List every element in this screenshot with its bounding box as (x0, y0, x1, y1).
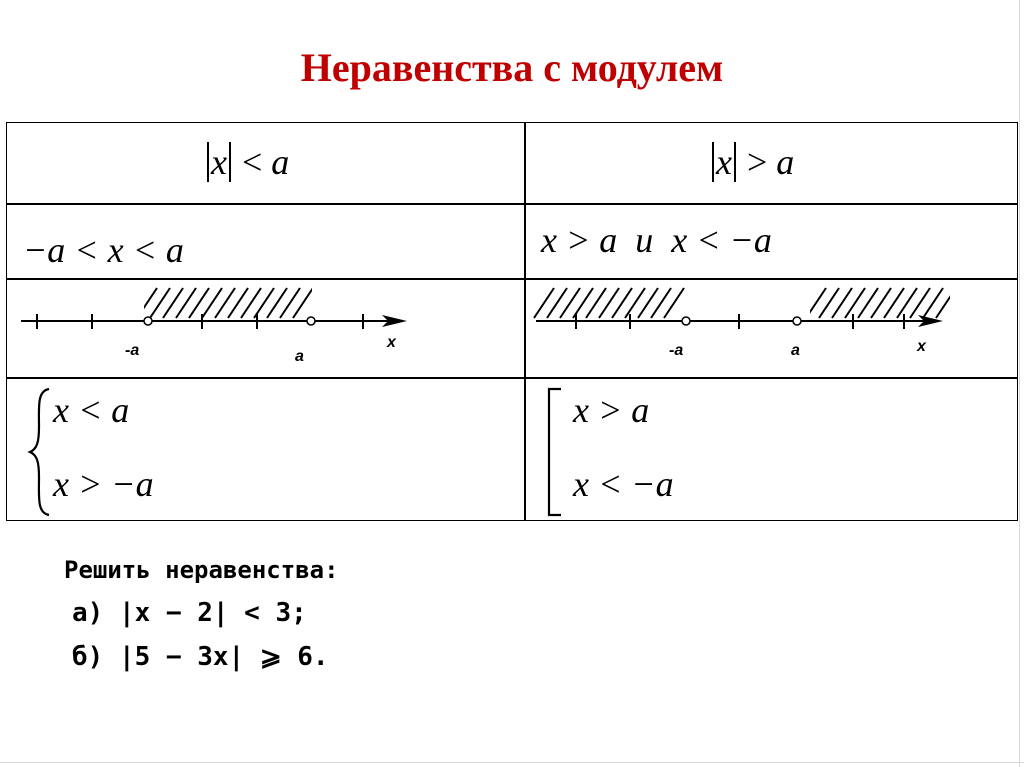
bracket-icon (545, 387, 565, 519)
task-item-a: а) |x − 2| < 3; (72, 598, 307, 628)
left-solution: −a < x < a (23, 230, 184, 270)
label-x: x (387, 334, 396, 351)
right-number-line (526, 281, 1016, 375)
task-item-b: б) |5 − 3x| ⩾ 6. (72, 642, 329, 672)
slide-frame-bottom (0, 762, 1024, 763)
right-header-cell (710, 141, 794, 183)
left-number-line (7, 281, 522, 375)
hatching-right (806, 288, 956, 318)
hatching-left (534, 288, 684, 318)
left-header-cell (205, 141, 289, 183)
abs-bar-right (734, 142, 736, 182)
abs-bar-right (229, 142, 231, 182)
label-a: a (791, 342, 800, 359)
left-header-rhs: a (271, 142, 290, 182)
tasks-block (64, 556, 339, 672)
left-system-line-1: x < a (53, 390, 130, 430)
left-header-var: x (211, 142, 227, 182)
abs-bar-left (712, 142, 714, 182)
right-system-line-2: x < −a (573, 464, 674, 504)
label-neg-a: -a (669, 342, 684, 359)
label-x: x (917, 338, 926, 355)
left-header-op: < (241, 142, 263, 182)
open-point-a (793, 317, 801, 325)
right-solution: x > a и x < −a (541, 220, 772, 260)
label-a: a (295, 348, 304, 365)
slide-title: Неравенства с модулем (300, 45, 724, 90)
left-system-line-2: x > −a (53, 464, 154, 504)
open-point-a (307, 317, 315, 325)
right-header-var: x (716, 142, 732, 182)
table-row-divider (7, 278, 1017, 280)
right-system (545, 387, 845, 515)
open-point-neg-a (682, 317, 690, 325)
open-point-neg-a (144, 317, 152, 325)
table-row-divider (7, 203, 1017, 205)
left-system (27, 387, 327, 515)
abs-bar-left (207, 142, 209, 182)
brace-icon (27, 387, 53, 517)
table-row-divider (7, 377, 1017, 379)
label-neg-a: -a (125, 342, 140, 359)
hatching (137, 288, 313, 318)
tasks-heading: Решить неравенства: (64, 556, 339, 584)
slide-frame-right (1019, 0, 1020, 767)
inequality-table (6, 122, 1018, 521)
right-header-op: > (746, 142, 768, 182)
right-system-line-1: x > a (573, 390, 650, 430)
right-header-rhs: a (776, 142, 795, 182)
